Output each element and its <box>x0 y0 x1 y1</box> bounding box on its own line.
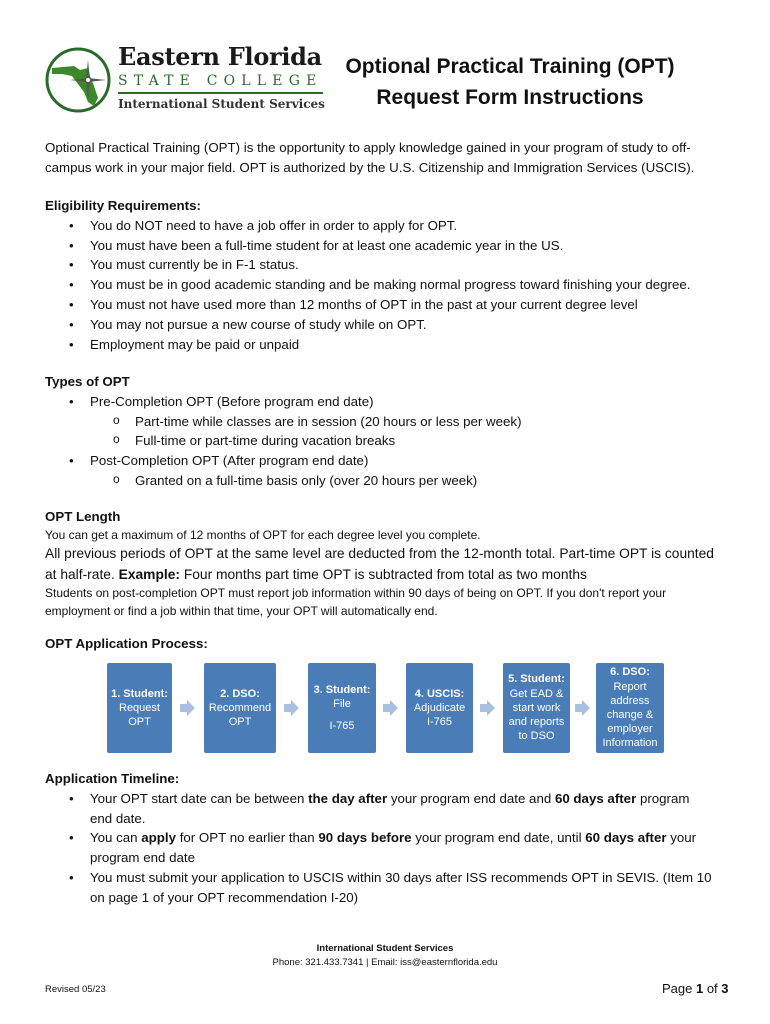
eligibility-section <box>45 196 745 354</box>
arrow-right-icon <box>383 700 399 716</box>
text-run: Your OPT start date can be between <box>90 790 309 806</box>
title-line2: Request Form Instructions <box>376 86 644 109</box>
text-run: your program end date, until <box>411 830 586 846</box>
step-line: address <box>610 694 650 707</box>
text-run: You can <box>90 830 142 846</box>
page-number <box>662 981 729 996</box>
list-item: o Part-time while classes are in session (20 hours or less per week) <box>45 412 745 432</box>
length-line1: You can get a maximum of 12 months of OPT for each degree level you complete. <box>45 527 481 542</box>
arrow-right-icon <box>284 700 300 716</box>
list-item <box>45 828 745 868</box>
step-line: Information <box>602 737 658 750</box>
length-line2: All previous periods of OPT at the same level are deducted from the 12-month total. Part-time OPT is counted <box>45 546 714 562</box>
length-line3 <box>45 565 755 586</box>
intro-line1: Optional Practical Training (OPT) is the opportunity to apply knowledge gained in your program of study to off- <box>45 140 691 155</box>
list-item: • You must not have used more than 12 months of OPT in the past at your current degree level <box>45 295 745 315</box>
length-line3-pre: at half-rate. <box>45 566 119 582</box>
footer-org: International Student Services <box>316 943 454 954</box>
length-line5: employment or find a job within that time, your OPT will automatically end. <box>45 603 438 618</box>
timeline-section <box>45 769 745 908</box>
step-line: File <box>333 697 351 710</box>
types-pre-sublist <box>45 412 745 452</box>
arrow-right-icon <box>480 700 496 716</box>
intro-paragraph <box>45 138 745 178</box>
process-step-4 <box>406 663 473 753</box>
page-total: 3 <box>721 981 729 996</box>
step-line: employer <box>607 723 653 736</box>
step-line: I-765 <box>329 720 355 733</box>
step-line: Recommend <box>208 701 272 714</box>
text-run: your <box>666 830 697 846</box>
text-run: apply <box>141 830 176 846</box>
process-heading: OPT Application Process: <box>45 636 208 651</box>
list-item: • Pre-Completion OPT (Before program end date) <box>45 392 745 412</box>
step-line: start work <box>512 701 561 714</box>
page-current: 1 <box>695 981 704 996</box>
revised-date: Revised 05/23 <box>45 984 106 995</box>
text-run: 60 days after <box>585 830 667 846</box>
length-line3-post: Four months part time OPT is subtracted from total as two months <box>179 566 587 582</box>
length-section <box>45 507 755 620</box>
arrow-right-icon <box>575 700 591 716</box>
list-item: • Employment may be paid or unpaid <box>45 335 745 355</box>
text-run: your program end date and <box>387 790 555 806</box>
text-run: the day after <box>308 790 388 806</box>
step-line: OPT <box>128 716 151 729</box>
list-item: • Post-Completion OPT (After program end date) <box>45 451 745 471</box>
text-run: program <box>636 790 690 806</box>
florida-map-icon <box>44 46 114 114</box>
footer-center <box>0 942 770 970</box>
step-line: Request <box>119 701 160 714</box>
step-title: 5. Student: <box>508 673 565 686</box>
list-item: • You must have been a full-time student for at least one academic year in the US. <box>45 236 745 256</box>
types-section <box>45 372 745 491</box>
list-item: o Full-time or part-time during vacation breaks <box>45 431 745 451</box>
process-step-5 <box>503 663 570 753</box>
list-item <box>45 868 745 908</box>
arrow-right-icon <box>180 700 196 716</box>
step-title: 2. DSO: <box>220 687 260 700</box>
timeline-heading: Application Timeline: <box>45 771 180 786</box>
list-item: • You must be in good academic standing and be making normal progress toward finishing your degree. <box>45 275 745 295</box>
logo-line1: Eastern Florida <box>118 42 322 71</box>
step-title: 3. Student: <box>313 683 371 696</box>
step-line: Get EAD & <box>509 687 564 700</box>
step-title: 1. Student: <box>111 687 168 700</box>
step-title: 6. DSO: <box>610 666 650 679</box>
page-of: of <box>703 981 722 996</box>
college-logo <box>44 44 326 114</box>
list-item: • You may not pursue a new course of study while on OPT. <box>45 315 745 335</box>
footer-contact: Phone: 321.433.7341 | Email: iss@easternflorida.edu <box>272 957 498 968</box>
title-line1: Optional Practical Training (OPT) <box>345 55 675 78</box>
length-heading: OPT Length <box>45 509 121 524</box>
text-run: for OPT no earlier than <box>176 830 319 846</box>
logo-divider <box>118 92 323 94</box>
logo-line2: STATE COLLEGE <box>118 73 323 89</box>
types-heading: Types of OPT <box>45 374 130 389</box>
types-list-2 <box>45 451 745 471</box>
text-run: 90 days before <box>318 830 412 846</box>
step-line: I-765 <box>426 716 453 729</box>
text-run: You must submit your application to USCIS within 30 days after ISS recommends OPT in SEVIS. (Item 10 <box>90 869 712 885</box>
text-run: program end date <box>90 850 195 866</box>
process-step-3 <box>308 663 376 753</box>
step-title: 4. USCIS: <box>414 687 465 700</box>
logo-line3: International Student Services <box>118 97 325 111</box>
process-step-1 <box>107 663 172 753</box>
document-title <box>330 51 690 113</box>
step-line: OPT <box>228 716 252 729</box>
page-label: Page <box>662 981 696 996</box>
list-item: • You do NOT need to have a job offer in order to apply for OPT. <box>45 216 745 236</box>
length-example-label: Example: <box>118 566 180 582</box>
eligibility-list <box>45 216 745 355</box>
step-line: Adjudicate <box>413 701 466 714</box>
list-item <box>45 789 745 829</box>
list-item: o Granted on a full-time basis only (over 20 hours per week) <box>45 471 745 491</box>
process-step-2 <box>204 663 276 753</box>
process-step-6 <box>596 663 664 753</box>
text-run: end date. <box>90 810 146 826</box>
eligibility-heading: Eligibility Requirements: <box>45 198 201 213</box>
timeline-list <box>45 789 745 908</box>
types-post-sublist <box>45 471 745 491</box>
list-item: • You must currently be in F-1 status. <box>45 255 745 275</box>
step-line: and reports <box>508 716 565 729</box>
text-run: on page 1 of your OPT recommendation I-20) <box>90 889 359 905</box>
intro-line2: campus work in your major field. OPT is authorized by the U.S. Citizenship and Immigration Services (USCIS). <box>45 159 695 175</box>
text-run: 60 days after <box>554 790 637 806</box>
length-line4: Students on post-completion OPT must report job information within 90 days of being on OPT. If you don't report your <box>45 586 667 601</box>
types-list <box>45 392 745 412</box>
step-line: to DSO <box>518 730 555 743</box>
step-line: Report <box>613 680 647 693</box>
step-line: change & <box>606 709 654 721</box>
